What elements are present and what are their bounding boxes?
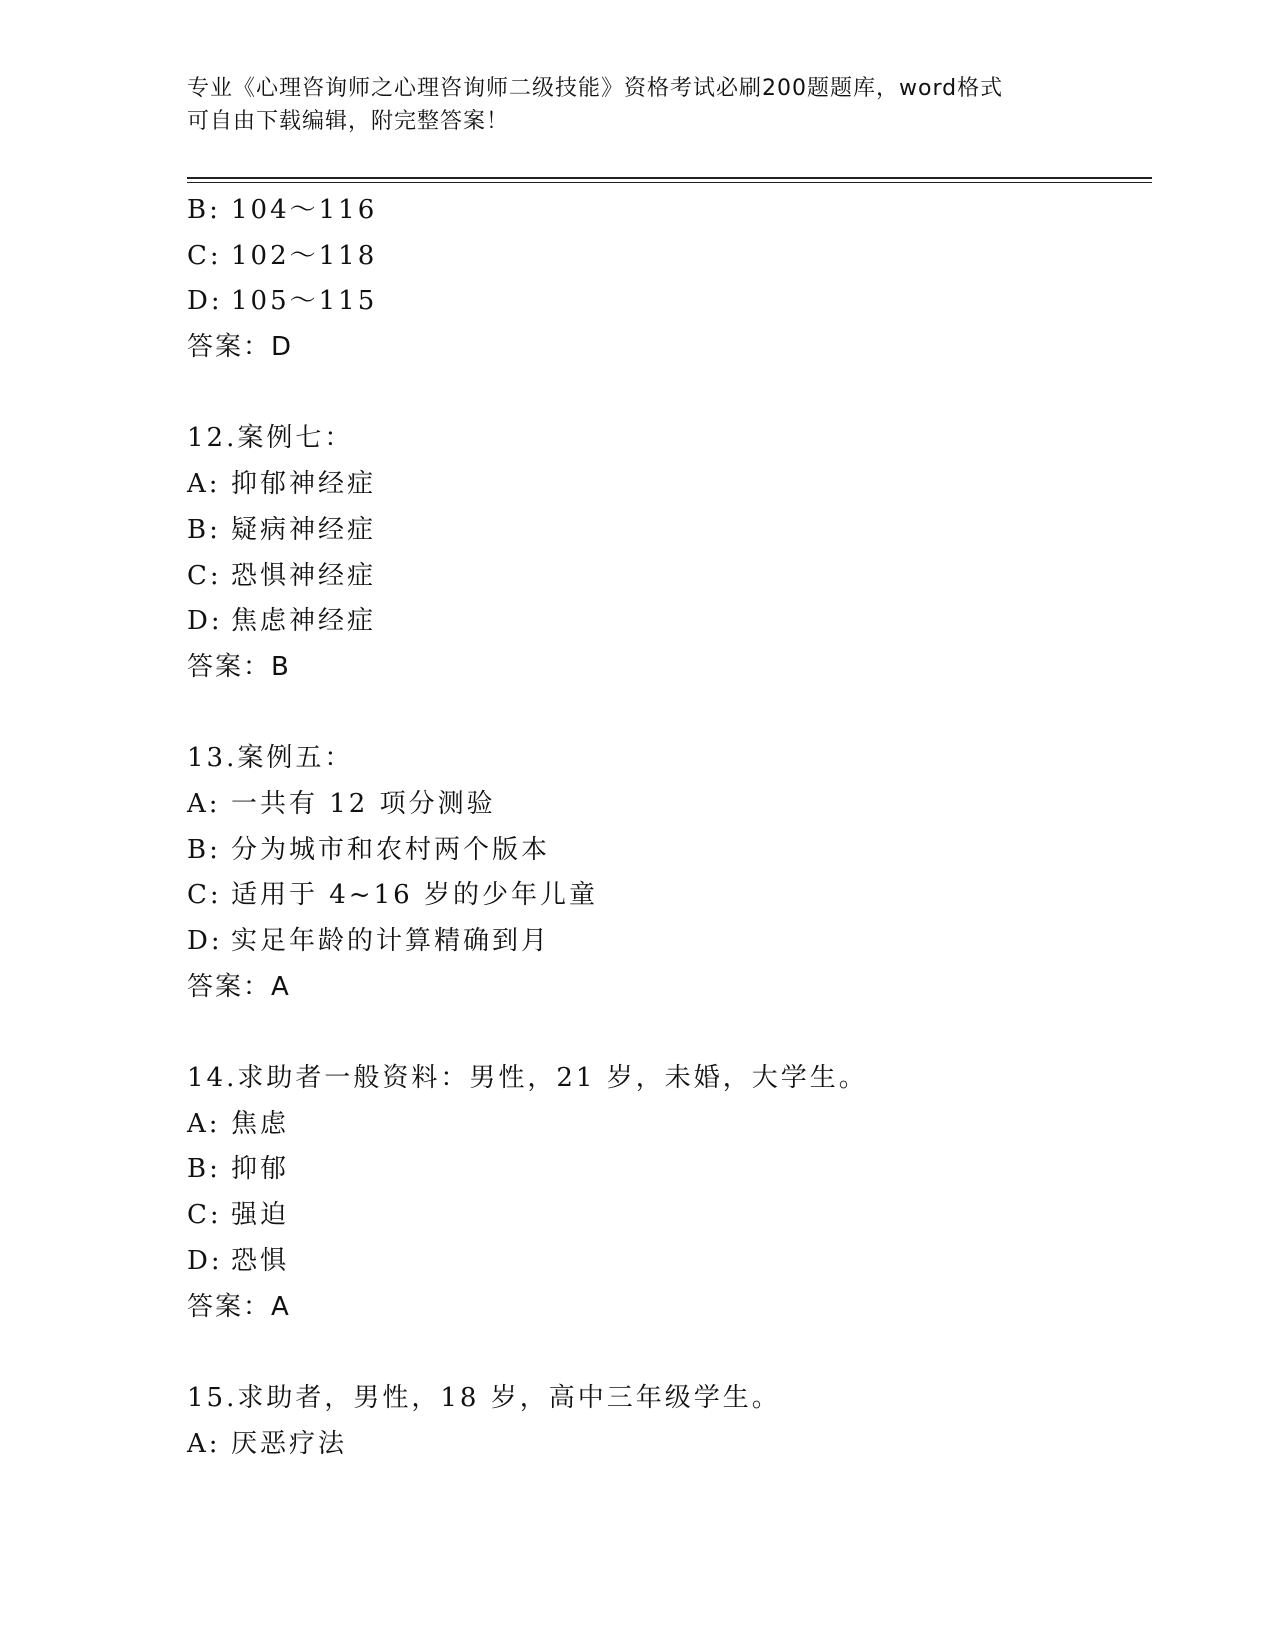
spacer	[187, 691, 1152, 737]
option-text: 104～116	[231, 195, 378, 225]
option-text: 厌恶疗法	[231, 1428, 348, 1459]
question-15	[187, 1376, 1152, 1467]
option-text: 恐惧	[231, 1245, 290, 1276]
question-11-continued	[187, 188, 1152, 371]
option-letter: A:	[187, 1108, 221, 1139]
option-text: 一共有 12 项分测验	[231, 788, 496, 819]
option-text: 焦虑神经症	[231, 606, 377, 637]
option-row	[187, 599, 1152, 645]
option-text: 实足年龄的计算精确到月	[231, 926, 551, 956]
question-14	[187, 1056, 1152, 1330]
question-13	[187, 736, 1152, 1010]
option-row	[187, 462, 1152, 508]
header-divider-thin	[187, 182, 1152, 183]
option-letter: D:	[187, 1245, 223, 1276]
option-row	[187, 279, 1152, 325]
option-row	[187, 554, 1152, 600]
option-text: 分为城市和农村两个版本	[231, 834, 551, 865]
question-stem: 14.求助者一般资料：男性，21 岁，未婚，大学生。	[187, 1063, 868, 1094]
option-row	[187, 1239, 1152, 1285]
option-letter: B:	[187, 195, 221, 225]
option-text: 适用于 4~16 岁的少年儿童	[231, 880, 598, 911]
option-row	[187, 919, 1152, 965]
option-letter: D:	[187, 606, 223, 637]
option-letter: D:	[187, 286, 223, 317]
option-letter: C:	[187, 1200, 222, 1231]
header-divider-thick	[187, 177, 1152, 179]
option-text: 105～115	[231, 286, 378, 317]
option-row	[187, 188, 1152, 234]
option-letter: B:	[187, 834, 221, 865]
option-letter: C:	[187, 880, 222, 911]
option-row	[187, 782, 1152, 828]
option-row	[187, 234, 1152, 280]
answer-line: 答案：B	[187, 651, 291, 682]
header-line-1: 专业《心理咨询师之心理咨询师二级技能》资格考试必刷200题题库，word格式	[187, 76, 1004, 101]
option-letter: C:	[187, 240, 222, 271]
document-header	[187, 72, 1087, 138]
spacer	[187, 1010, 1152, 1056]
spacer	[187, 1330, 1152, 1376]
option-row	[187, 828, 1152, 874]
option-letter: A:	[187, 1428, 221, 1459]
option-letter: C:	[187, 560, 222, 591]
option-letter: D:	[187, 926, 223, 956]
question-stem: 15.求助者，男性，18 岁，高中三年级学生。	[187, 1382, 781, 1413]
option-text: 焦虑	[231, 1108, 290, 1139]
option-row	[187, 1193, 1152, 1239]
option-letter: A:	[187, 788, 221, 819]
header-line-2: 可自由下载编辑，附完整答案！	[187, 109, 510, 134]
option-row	[187, 1422, 1152, 1468]
option-letter: B:	[187, 1154, 221, 1185]
answer-line: 答案：A	[187, 1291, 291, 1322]
option-letter: B:	[187, 514, 221, 545]
answer-line: 答案：D	[187, 332, 294, 363]
question-stem: 13.案例五：	[187, 743, 354, 774]
option-text: 恐惧神经症	[231, 560, 377, 591]
option-text: 抑郁	[231, 1154, 290, 1185]
option-row	[187, 508, 1152, 554]
question-stem: 12.案例七：	[187, 423, 354, 454]
option-text: 强迫	[231, 1200, 290, 1231]
option-text: 抑郁神经症	[231, 469, 377, 500]
option-text: 102～118	[231, 240, 378, 271]
option-row	[187, 1147, 1152, 1193]
option-letter: A:	[187, 469, 221, 500]
option-text: 疑病神经症	[231, 514, 377, 545]
question-12	[187, 416, 1152, 690]
option-row	[187, 873, 1152, 919]
question-list	[187, 188, 1152, 1467]
spacer	[187, 371, 1152, 417]
option-row	[187, 1102, 1152, 1148]
answer-line: 答案：A	[187, 971, 291, 1002]
